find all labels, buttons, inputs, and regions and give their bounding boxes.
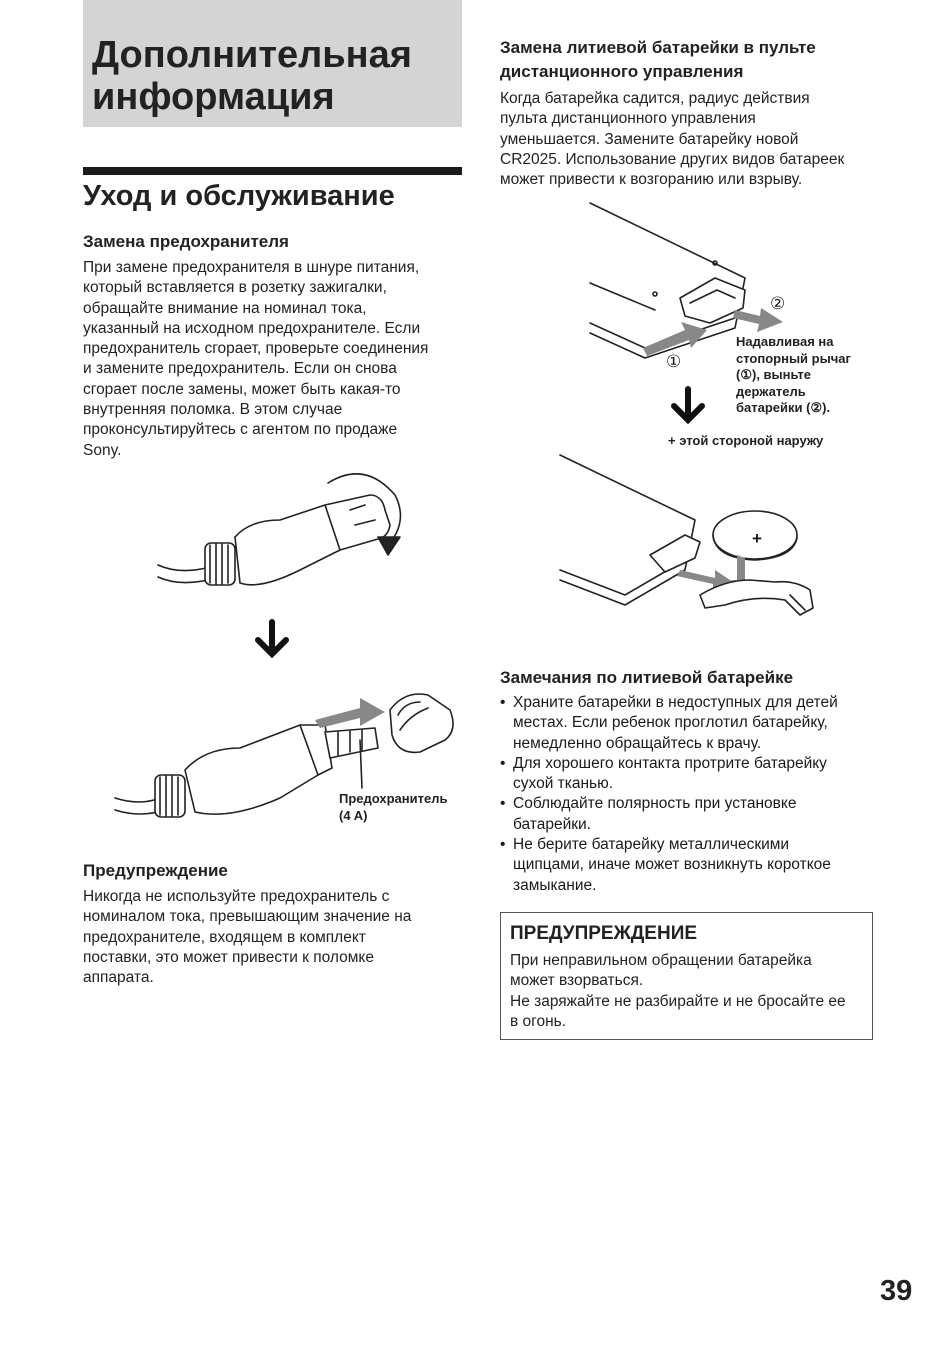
warning-heading: Предупреждение	[83, 861, 228, 880]
list-item: • Для хорошего контакта протрите батарейку сухой тканью.	[500, 754, 880, 795]
fuse-heading: Замена предохранителя	[83, 232, 289, 251]
page-number: 39	[880, 1275, 913, 1307]
step2-marker: ②	[770, 294, 786, 313]
warning-body: Никогда не используйте предохранитель с номиналом тока, превышающим значение на предохранителе, входящем в комплект поставки, это может привести к поломке аппарата.	[83, 888, 412, 987]
chapter-title: Дополнительная информация	[92, 34, 412, 118]
battery-figure-note: Надавливая на стопорный рычаг (①), выньте держатель батарейки (②).	[736, 334, 851, 415]
step1-marker: ①	[666, 352, 682, 371]
remote-illustration-bottom	[555, 450, 820, 640]
battery-heading: Замена литиевой батарейки в пульте дистанционного управления	[500, 38, 816, 81]
battery-body: Когда батарейка садится, радиус действия пульта дистанционного управления уменьшается. Замените батарейку новой CR2025. Использование других видов батареек может привести к возгоранию или взрыву.	[500, 90, 845, 189]
list-item: • Храните батарейки в недоступных для детей местах. Если ребенок проглотил батарейку, немедленно обращайтесь к врачу.	[500, 693, 880, 754]
list-item: • Соблюдайте полярность при установке батарейки.	[500, 794, 880, 835]
fuse-body: При замене предохранителя в шнуре питания, который вставляется в розетку зажигалки, обращайте внимание на номинал тока, указанный на исходном предохранителе. Если предохранитель сгорает, проверьте соединения и замените предохранитель. Если он снова сгорает после замены, может быть какая-то внутренняя поломка. В этом случае проконсультируйтесь с агентом по продаже Sony.	[83, 259, 429, 459]
list-item: • Не берите батарейку металлическими щипцами, иначе может возникнуть короткое замыкание.	[500, 835, 880, 896]
caution-body: При неправильном обращении батарейка может взорваться. Не заряжайте не разбирайте и не бросайте ее в огонь.	[510, 952, 846, 1030]
section-title: Уход и обслуживание	[83, 180, 395, 212]
battery-side-note: + этой стороной наружу	[668, 433, 824, 448]
notes-list	[500, 693, 880, 896]
down-arrow-icon	[252, 618, 292, 660]
plus-symbol: +	[752, 529, 762, 548]
section-divider	[83, 167, 462, 175]
plug-illustration-top	[150, 465, 420, 600]
notes-heading: Замечания по литиевой батарейке	[500, 668, 794, 687]
down-arrow-icon-2	[668, 386, 708, 426]
caution-title: ПРЕДУПРЕЖДЕНИЕ	[510, 923, 698, 944]
fuse-label: Предохранитель (4 A)	[339, 791, 448, 823]
